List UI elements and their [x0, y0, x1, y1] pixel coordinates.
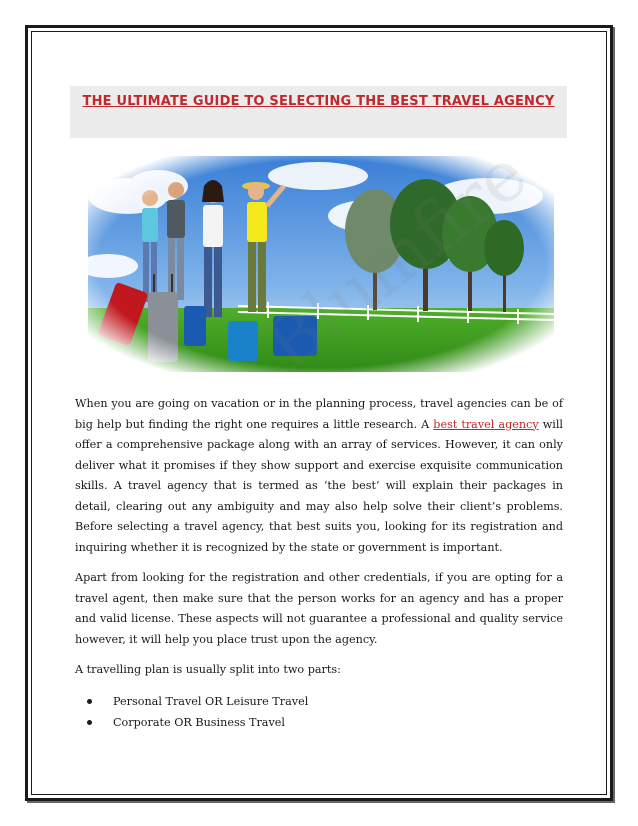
- bullet-icon: [87, 720, 92, 725]
- list-item-text: Corporate OR Business Travel: [113, 715, 285, 729]
- best-travel-agency-link[interactable]: best travel agency: [433, 417, 539, 431]
- travelers-photo: [88, 156, 554, 372]
- hero-image: [88, 156, 554, 372]
- list-item-text: Personal Travel OR Leisure Travel: [113, 694, 309, 708]
- bullet-icon: [87, 699, 92, 704]
- title-box: [70, 86, 567, 138]
- list-item: [85, 691, 563, 712]
- paragraph-1-text-b: will offer a comprehensive package along with an array of services. However, it can only deliver what it promises if they show support and exercise exquisite communication skills. A travel agency that is termed as ‘the best’ will explain their packages in detail, clearing out any ambiguity and may also help solve their client’s problems. Before selecting a travel agency, that best suits you, looking for its registration and inquiring whether it is recognized by the state or government is important.: [75, 417, 563, 554]
- travel-types-list: [75, 691, 563, 733]
- list-item: [85, 712, 563, 733]
- paragraph-1: [75, 394, 563, 558]
- paragraph-2: Apart from looking for the registration and other credentials, if you are opting for a travel agent, then make sure that the person works for an agency and has a proper and valid license. These aspects will not guarantee a professional and quality service however, it will help you place trust upon the agency.: [75, 571, 563, 646]
- paragraph-1-text-a: When you are going on vacation or in the planning process, travel agencies can be of big help but finding the right one requires a little research. A: [75, 397, 563, 431]
- document-body: [75, 394, 563, 733]
- paragraph-3: A travelling plan is usually split into two parts:: [75, 663, 341, 676]
- document-title: THE ULTIMATE GUIDE TO SELECTING THE BEST TRAVEL AGENCY: [82, 94, 555, 109]
